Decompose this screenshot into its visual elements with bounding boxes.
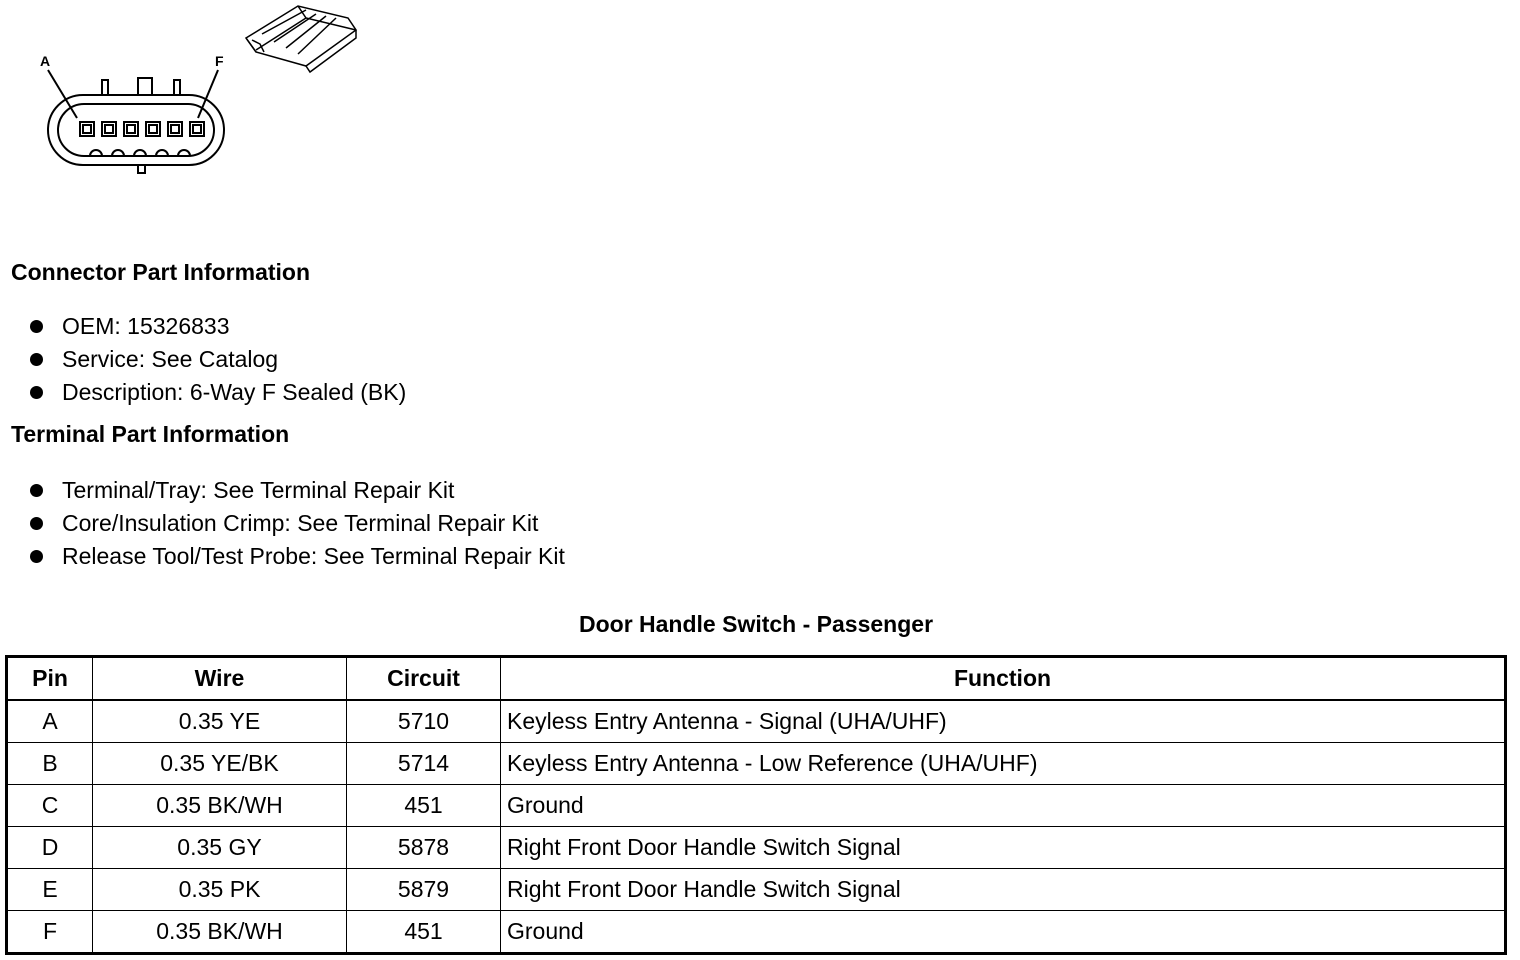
cell-circuit: 451 (347, 911, 501, 954)
list-item-text: Core/Insulation Crimp: See Terminal Repair Kit (62, 510, 539, 536)
cell-wire: 0.35 BK/WH (93, 911, 347, 954)
list-item (28, 310, 406, 343)
bullet-icon (30, 550, 43, 563)
cell-function: Right Front Door Handle Switch Signal (501, 869, 1506, 911)
table-header-row (7, 657, 1506, 701)
cell-pin: F (7, 911, 93, 954)
table-row (7, 869, 1506, 911)
connector-diagram (30, 0, 370, 185)
cell-circuit: 5878 (347, 827, 501, 869)
cell-circuit: 5879 (347, 869, 501, 911)
column-header-pin: Pin (7, 657, 93, 701)
connector-part-heading: Connector Part Information (11, 259, 311, 285)
list-item (28, 507, 565, 540)
cell-function: Keyless Entry Antenna - Signal (UHA/UHF) (501, 700, 1506, 743)
table-row (7, 743, 1506, 785)
list-item-text: Terminal/Tray: See Terminal Repair Kit (62, 477, 455, 503)
cell-circuit: 451 (347, 785, 501, 827)
cell-function: Keyless Entry Antenna - Low Reference (UHA/UHF) (501, 743, 1506, 785)
cell-function: Ground (501, 911, 1506, 954)
bullet-icon (30, 484, 43, 497)
cell-circuit: 5714 (347, 743, 501, 785)
column-header-function: Function (501, 657, 1506, 701)
bullet-icon (30, 320, 43, 333)
list-item (28, 376, 406, 409)
list-item-text: Description: 6-Way F Sealed (BK) (62, 379, 407, 405)
terminal-part-list (28, 474, 565, 573)
list-item-text: OEM: 15326833 (62, 313, 230, 339)
cell-wire: 0.35 PK (93, 869, 347, 911)
table-row (7, 911, 1506, 954)
table-row (7, 785, 1506, 827)
cell-pin: A (7, 700, 93, 743)
pin-label-a: A (40, 53, 51, 69)
cell-wire: 0.35 BK/WH (93, 785, 347, 827)
list-item-text: Release Tool/Test Probe: See Terminal Repair Kit (62, 543, 565, 569)
cell-wire: 0.35 YE (93, 700, 347, 743)
bullet-icon (30, 353, 43, 366)
cell-function: Right Front Door Handle Switch Signal (501, 827, 1506, 869)
bullet-icon (30, 517, 43, 530)
cell-pin: C (7, 785, 93, 827)
cell-pin: E (7, 869, 93, 911)
cell-wire: 0.35 YE/BK (93, 743, 347, 785)
table-row (7, 827, 1506, 869)
pin-label-f: F (215, 53, 224, 69)
cell-circuit: 5710 (347, 700, 501, 743)
column-header-circuit: Circuit (347, 657, 501, 701)
cell-pin: D (7, 827, 93, 869)
cell-wire: 0.35 GY (93, 827, 347, 869)
connector-part-list (28, 310, 406, 409)
pin-table (5, 655, 1507, 955)
list-item-text: Service: See Catalog (62, 346, 279, 372)
cell-function: Ground (501, 785, 1506, 827)
list-item (28, 343, 406, 376)
table-title: Door Handle Switch - Passenger (578, 611, 934, 637)
bullet-icon (30, 386, 43, 399)
list-item (28, 540, 565, 573)
terminal-part-heading: Terminal Part Information (11, 421, 290, 447)
cell-pin: B (7, 743, 93, 785)
column-header-wire: Wire (93, 657, 347, 701)
table-row (7, 700, 1506, 743)
list-item (28, 474, 565, 507)
